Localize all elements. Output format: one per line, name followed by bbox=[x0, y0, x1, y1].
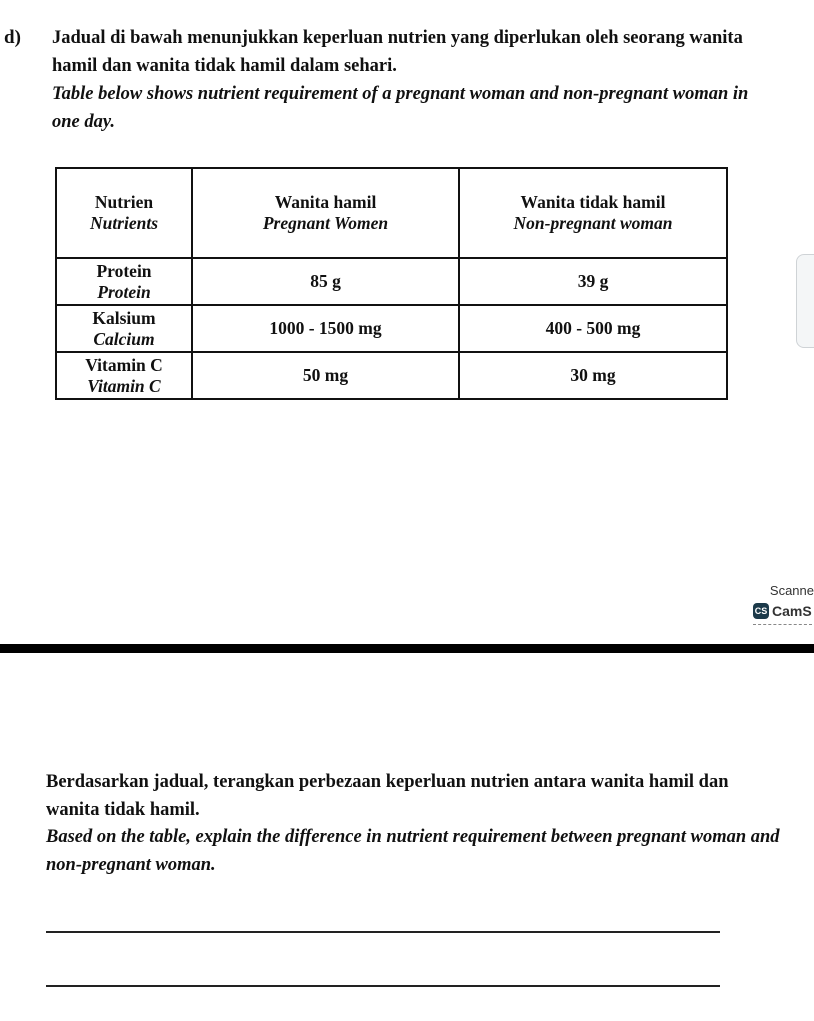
nutrient-malay: Protein bbox=[96, 260, 152, 281]
non-pregnant-value: 39 g bbox=[459, 258, 727, 305]
nutrient-english: Calcium bbox=[93, 328, 155, 349]
header-english: Non-pregnant woman bbox=[513, 213, 673, 233]
table-header-row bbox=[56, 168, 727, 258]
intro-text-malay: Jadual di bawah menunjukkan keperluan nutrien yang diperlukan oleh seorang wanita hamil dan wanita tidak hamil dalam sehari. bbox=[52, 28, 743, 76]
header-malay: Wanita hamil bbox=[274, 192, 377, 212]
table-row bbox=[56, 352, 727, 399]
non-pregnant-value: 30 mg bbox=[459, 352, 727, 399]
scanner-watermark bbox=[745, 580, 814, 628]
non-pregnant-value: 400 - 500 mg bbox=[459, 305, 727, 352]
nutrient-english: Vitamin C bbox=[87, 375, 161, 396]
table-row bbox=[56, 258, 727, 305]
nutrient-malay: Kalsium bbox=[92, 307, 156, 328]
camscanner-logo-icon: CS bbox=[753, 603, 769, 619]
question-number: d) bbox=[4, 27, 21, 48]
watermark-brand-name: CamS bbox=[772, 602, 812, 619]
pregnant-value: 50 mg bbox=[192, 352, 459, 399]
header-english: Nutrients bbox=[89, 213, 159, 233]
page-divider bbox=[0, 644, 814, 653]
answer-line bbox=[46, 985, 720, 987]
nutrient-table bbox=[55, 167, 728, 400]
nutrient-english: Protein bbox=[97, 281, 151, 302]
nutrient-cell bbox=[56, 305, 192, 352]
nutrient-cell bbox=[56, 258, 192, 305]
header-english: Pregnant Women bbox=[262, 213, 389, 233]
intro-text-english: Table below shows nutrient requirement of a pregnant woman and non-pregnant woman in one day. bbox=[52, 84, 749, 132]
nutrient-cell bbox=[56, 352, 192, 399]
pregnant-value: 85 g bbox=[192, 258, 459, 305]
table-row bbox=[56, 305, 727, 352]
header-nutrients bbox=[56, 168, 192, 258]
side-panel-tab[interactable] bbox=[796, 254, 814, 348]
header-malay: Wanita tidak hamil bbox=[520, 192, 666, 212]
header-non-pregnant bbox=[459, 168, 727, 258]
pregnant-value: 1000 - 1500 mg bbox=[192, 305, 459, 352]
answer-line bbox=[46, 931, 720, 933]
header-malay: Nutrien bbox=[94, 192, 154, 212]
followup-question-malay: Berdasarkan jadual, terangkan perbezaan keperluan nutrien antara wanita hamil dan wanita tidak hamil. bbox=[46, 772, 729, 820]
watermark-top-text: Scanne bbox=[769, 583, 814, 598]
nutrient-malay: Vitamin C bbox=[85, 354, 163, 375]
watermark-brand bbox=[753, 602, 812, 625]
followup-question-english: Based on the table, explain the difference in nutrient requirement between pregnant woman and non-pregnant woman. bbox=[46, 827, 780, 875]
header-pregnant bbox=[192, 168, 459, 258]
